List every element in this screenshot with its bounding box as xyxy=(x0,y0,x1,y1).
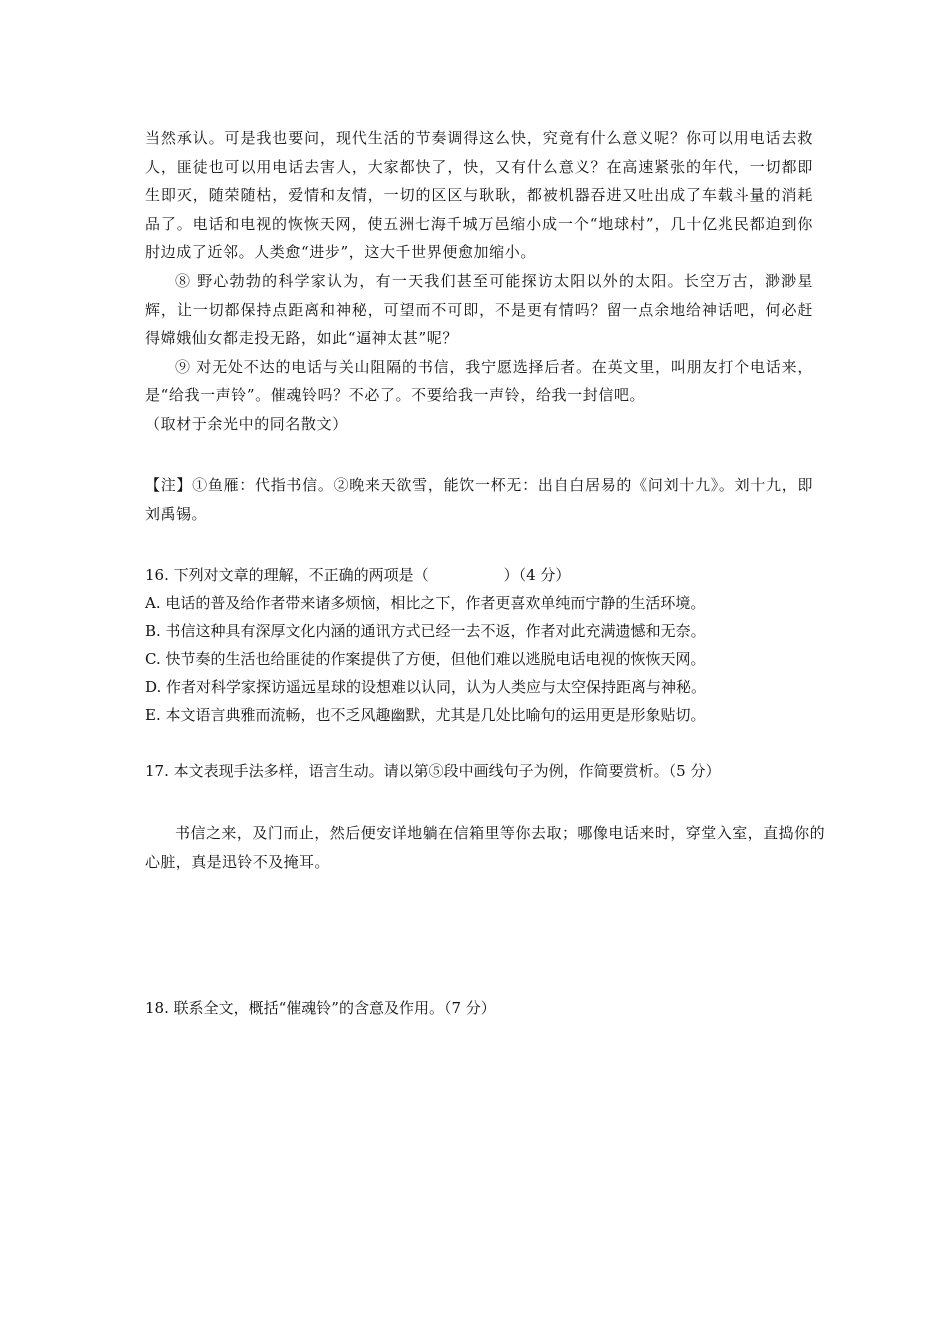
footnote: 【注】①鱼雁：代指书信。②晚来天欲雪，能饮一杯无：出自白居易的《问刘十九》。刘十九，即刘禹锡。 xyxy=(145,475,813,523)
question-17-stem: 17. 本文表现手法多样，语言生动。请以第⑤段中画线句子为例，作简要赏析。（5 分） xyxy=(145,761,721,780)
option-a: A. 电话的普及给作者带来诸多烦恼，相比之下，作者更喜欢单纯而宁静的生活环境。 xyxy=(145,593,706,612)
document-page xyxy=(145,124,825,1017)
question-16-options xyxy=(145,589,813,729)
passage-paragraph-8: ⑧ 野心勃勃的科学家认为，有一天我们甚至可能探访太阳以外的太阳。长空万古，渺渺星辉，让一切都保持点距离和神秘，可望而不可即，不是更有情吗？留一点余地给神话吧，何必赶得嫦娥仙女都走投无路，如此“逼神太甚”呢？ xyxy=(145,271,813,348)
question-16 xyxy=(145,561,813,729)
question-17-quote: 书信之来，及门而止，然后便安详地躺在信箱里等你去取；哪像电话来时，穿堂入室，直捣你的心脏，真是迅铃不及掩耳。 xyxy=(145,823,825,871)
passage xyxy=(145,124,813,439)
option-c: C. 快节奏的生活也给匪徒的作案提供了方便，但他们难以逃脱电话电视的恢恢天网。 xyxy=(145,649,706,668)
question-18 xyxy=(145,994,496,1022)
option-d: D. 作者对科学家探访遥远星球的设想难以认同，认为人类应与太空保持距离与神秘。 xyxy=(145,677,707,696)
question-18-stem: 18. 联系全文，概括“催魂铃”的含意及作用。（7 分） xyxy=(145,999,496,1017)
passage-paragraph-9: ⑨ 对无处不达的电话与关山阻隔的书信，我宁愿选择后者。在英文里，叫朋友打个电话来，是“给我一声铃”。催魂铃吗？不必了。不要给我一声铃，给我一封信吧。 xyxy=(145,357,813,405)
question-16-stem: 16. 下列对文章的理解，不正确的两项是（ ）（4 分） xyxy=(145,565,571,584)
passage-paragraph: 当然承认。可是我也要问，现代生活的节奏调得这么快，究竟有什么意义呢？你可以用电话去救人，匪徒也可以用电话去害人，大家都快了，快，又有什么意义？在高速紧张的年代，一切都即生即灭，随荣随枯，爱情和友情，一切的区区与耿耿，都被机器吞进又吐出成了车载斗量的消耗品了。电话和电视的恢恢天网，使五洲七海千城万邑缩小成一个“地球村”，几十亿兆民都迫到你肘边成了近邻。人类愈“进步”，这大千世界便愈加缩小。 xyxy=(145,129,813,262)
option-e: E. 本文语言典雅而流畅，也不乏风趣幽默，尤其是几处比喻句的运用更是形象贴切。 xyxy=(145,705,706,724)
option-b: B. 书信这种具有深厚文化内涵的通讯方式已经一去不返，作者对此充满遗憾和无奈。 xyxy=(145,621,706,640)
question-17 xyxy=(145,757,825,877)
passage-source: （取材于余光中的同名散文） xyxy=(145,414,348,433)
